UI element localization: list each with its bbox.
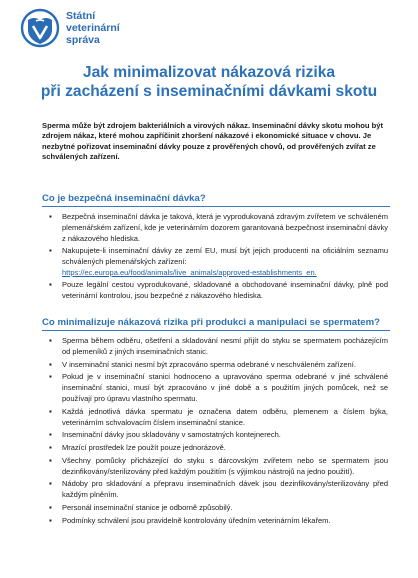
page-title <box>20 63 398 101</box>
section-heading-safe-dose: Co je bezpečná inseminační dávka? <box>42 193 206 204</box>
list-item-text: Nádoby pro skladování a přepravu inseminačních dávek jsou dezinfikovány/sterilizovány před každým plněním. <box>62 479 388 500</box>
logo-line: správa <box>66 34 100 46</box>
bullet-icon: ▪ <box>49 280 52 290</box>
list-item <box>49 503 388 514</box>
bullet-icon: ▪ <box>49 359 52 369</box>
list-item-text: Sperma během odběru, ošetření a skladování nesmí přijít do styku se spermatem pocházejícím od plemeníků z jiných inseminačních stanic. <box>62 336 388 356</box>
list-item-text: Nakupujete-li inseminační dávky ze zemí EU, musí být jejich producenti na oficiálním seznamu schválených plemenářských zařízení: <box>62 246 388 267</box>
list-item-text: Pouze legální cestou vyprodukované, skladované a obchodované inseminační dávky, plně pod veterinární kontrolou, jsou bezpečné z nákazového hlediska. <box>62 280 388 301</box>
list-item <box>49 212 388 245</box>
bullet-icon: ▪ <box>49 503 52 513</box>
list-item-text: Každá jednotlivá dávka spermatu je označena datem odběru, plemenem a číslem býka, veterinárním schvalovacím číslem inseminační stanice. <box>62 406 388 427</box>
bullet-icon: ▪ <box>49 479 52 489</box>
list-item <box>49 406 388 429</box>
list-item <box>49 280 388 302</box>
list-item <box>49 246 388 279</box>
list-item <box>49 336 388 358</box>
bullet-icon: ▪ <box>49 515 52 525</box>
risk-minimisation-list <box>49 336 388 528</box>
list-item <box>49 455 388 478</box>
bullet-icon: ▪ <box>49 443 52 453</box>
list-item-text: Inseminační dávky jsou skladovány v samostatných kontejnerech. <box>62 430 281 440</box>
logo <box>20 6 120 50</box>
bullet-icon: ▪ <box>49 336 52 345</box>
bullet-icon: ▪ <box>49 246 52 256</box>
bullet-icon: ▪ <box>49 372 52 382</box>
intro-paragraph: Sperma může být zdrojem bakteriálních a virových nákaz. Inseminační dávky skotu mohou být zdrojem nákaz, které mohou zapříčinit zhoršení nákazové i ekonomické situace v chovu. Je nezbytné pořizovat inseminační dávky pouze z prověřených chovů, od prověřených zvířat ze schválených zařízení. <box>42 121 383 162</box>
list-item-text: Mrazící prostředek lze použít pouze jednorázově. <box>62 443 226 453</box>
page-title-line: při zacházení s inseminačními dávkami skotu <box>40 83 378 100</box>
page-title-line: Jak minimalizovat nákazová rizika <box>82 64 336 81</box>
list-item-text: Personál inseminační stanice je odborně způsobilý. <box>62 503 233 513</box>
svs-emblem-icon <box>20 6 60 50</box>
list-item-text: Pokud je v inseminační stanici hodnoceno a upravováno sperma odebrané v jiné schválené inseminační stanici, musí být zpracováno v jiné době a s použitím jiných pomůcek, než se používají pro úpravu vlastního spermatu. <box>62 372 388 404</box>
list-item-text: Bezpečná inseminační dávka je taková, která je vyprodukovaná zdravým zvířetem ve schváleném plemenářském zařízení, kde je veterinárním dozorem garantovaná bezpečnost inseminační dávky z nákazového hlediska. <box>62 212 388 243</box>
section-divider <box>42 206 390 207</box>
list-item-text: Všechny pomůcky přicházející do styku s dárcovským zvířetem nebo se spermatem jsou dezinfikovány/sterilizovány před každým použitím (s výjimkou nástrojů na jedno použití). <box>62 455 388 476</box>
safe-dose-list <box>49 212 388 304</box>
list-item-text: V inseminační stanici nesmí být zpracováno sperma odebrané v neschváleném zařízení. <box>62 359 356 369</box>
approved-establishments-link[interactable]: https://ec.europa.eu/food/animals/live_animals/approved-establishments_en. <box>62 268 317 278</box>
bullet-icon: ▪ <box>49 406 52 416</box>
bullet-icon: ▪ <box>49 430 52 440</box>
list-item <box>49 515 388 527</box>
list-item-text: Podmínky schválení jsou pravidelně kontrolovány úředním veterinárním lékařem. <box>62 515 331 525</box>
list-item <box>49 443 388 454</box>
list-item <box>49 372 388 405</box>
list-item <box>49 430 388 441</box>
logo-line: veterinární <box>66 22 120 34</box>
list-item <box>49 359 388 371</box>
bullet-icon: ▪ <box>49 455 52 465</box>
bullet-icon: ▪ <box>49 212 52 221</box>
logo-wordmark <box>66 10 120 46</box>
list-item <box>49 479 388 501</box>
logo-line: Státní <box>66 10 96 22</box>
section-divider <box>42 330 390 331</box>
section-heading-risk-minimisation: Co minimalizuje nákazová rizika při produkci a manipulaci se spermatem? <box>42 317 381 328</box>
